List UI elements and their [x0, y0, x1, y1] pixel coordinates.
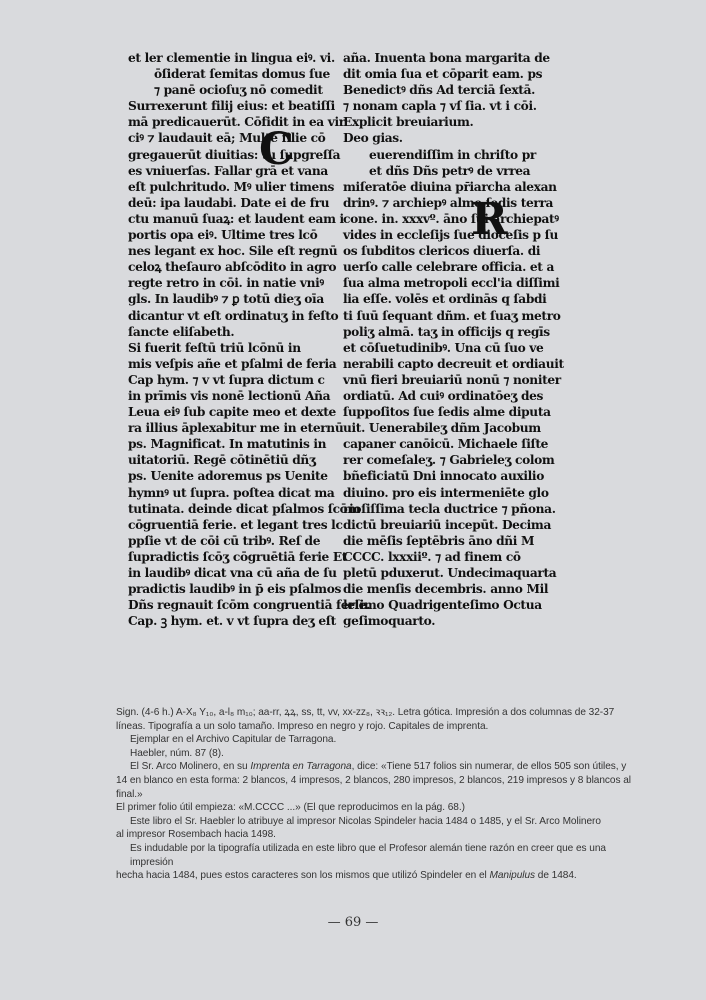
- facsimile-line: Leua eiꝰ ſub capite meo et dexte: [128, 405, 336, 420]
- book-title-imprenta: Imprenta en Tarragona: [250, 761, 352, 773]
- facsimile-line: ti ſuū ſequant dñm. et ſuaʒ metro: [343, 308, 561, 323]
- initial-capital-left: C: [259, 124, 295, 175]
- facsimile-line: mis veſpis añe et pſalmi de feria: [128, 356, 337, 371]
- facsimile-line: gls. In laudibꝰ ⁊ ꝑ totū dieʒ oīa: [128, 292, 324, 307]
- facsimile-line: Surrexerunt filij eius: et beatiſſi: [128, 99, 335, 114]
- facsimile-line: nerabili capto decreuit et ordiauit: [343, 356, 564, 371]
- book-title-manipulus: Manipulus: [489, 870, 536, 882]
- facsimile-line: dictū breuiariū incepūt. Decima: [343, 517, 552, 532]
- facsimile-line: portis opa eiꝰ. Ultime tres lcō: [128, 228, 318, 243]
- facsimile-line: bñeficiatū Dni innocato auxilio: [343, 469, 544, 484]
- facsimile-line: poliʒ almā. taʒ in officijs q regīs: [343, 324, 550, 339]
- initial-capital-right: R: [471, 194, 508, 245]
- facsimile-line: capaner canōicū. Michaele ſiſte: [343, 437, 549, 452]
- facsimile-line: es vniuerſas. Fallar grā et vana: [128, 163, 328, 178]
- facsimile-line: ſuppoſitos ſue ſedis alme diputa: [343, 405, 551, 420]
- facsimile-line: aña. Inuenta bona margarita de: [343, 51, 550, 65]
- facsimile-line: dicantur vt eſt ordinatuʒ in feſto: [128, 308, 339, 323]
- quote-start: , dice: «Tiene 517 folios sin numerar, de ellos 505 son útiles, y: [351, 761, 627, 773]
- facsimile-line: die mēſis ſeptēbris āno dñi M: [343, 533, 535, 548]
- facsimile-line: deū: ipa laudabi. Date ei de fru: [128, 195, 330, 210]
- facsimile-line: ōſiderat ſemitas domus ſue: [154, 67, 330, 82]
- facsimile-line: cōgruentiā ferie. et legant tres lc: [128, 517, 343, 532]
- facsimile-line: Benedictꝰ dñs Ad terciā ſextā.: [343, 83, 536, 98]
- facsimile-line: geſimoquarto.: [343, 614, 436, 629]
- facsimile-line: cone. in. xxxvº. āno ſui archiepatꝰ: [343, 211, 559, 226]
- facsimile-line: ciꝰ ⁊ laudauit eā; Multe filie cō: [128, 131, 326, 146]
- haebler-reference: Haebler, núm. 87 (8).: [130, 747, 224, 759]
- facsimile-line: hymnꝰ ut ſupra. poſtea dicat ma: [128, 485, 335, 500]
- page-number: — 69 —: [327, 915, 379, 930]
- facsimile-line: ſua alma metropoli eccl'ia diſſimi: [343, 276, 560, 291]
- facsimile-line: vnū fieri breuiariū nonū ⁊ noniter: [343, 372, 561, 387]
- facsimile-line: Deo gias.: [343, 131, 403, 146]
- facsimile-line: in laudibꝰ dicat vna cū aña de ſu: [128, 566, 337, 580]
- facsimile-page: [128, 50, 564, 640]
- conclusion-line: Es indudable por la tipografía utilizada en este libro que el Profesor alemán tiene razón en creer que es una impresión: [130, 842, 606, 868]
- bibliographic-description: [116, 706, 648, 883]
- typography-line: líneas. Tipografía a un solo tamaño. Impreso en negro y rojo. Capitales de imprenta.: [116, 720, 489, 732]
- facsimile-line: Cap hym. ⁊ v vt ſupra dictum c: [128, 372, 325, 387]
- first-folio-line: El primer folio útil empieza: «M.CCCC ...» (El que reproducimos en la pág. 68.): [116, 802, 465, 814]
- facsimile-line: ps. Uenite adoremus ps Uenite: [128, 469, 328, 484]
- facsimile-line: eſt pulchritudo. Mꝰ ulier timens: [128, 179, 334, 194]
- quote-intro: El Sr. Arco Molinero, en su: [130, 761, 251, 773]
- facsimile-line: ctu manuū ſuaꝝ: et laudent eam i: [128, 211, 344, 226]
- facsimile-line: pradictis laudibꝰ in p̄ eis pſalmos: [128, 582, 341, 597]
- facsimile-line: in prīmis vis nonē lectionū Aña: [128, 388, 331, 403]
- right-text-column: [343, 50, 564, 640]
- facsimile-line: Cap. ꝫ hym. et. v vt ſupra deʒ eſt: [128, 614, 336, 629]
- facsimile-line: os ſubditos clericos diuerſa. di: [343, 244, 541, 259]
- folio-breakdown: 14 en blanco en esta forma: 2 blancos, 4 impresos, 2 blancos, 280 impresos, 2 blancos, 219 impresos y 8 blancos al final.»: [116, 774, 631, 800]
- facsimile-line: drinꝰ. ⁊ archiepꝰ alme ſedis terra: [343, 195, 554, 210]
- facsimile-line: ſancte eliſabeth.: [128, 324, 235, 339]
- facsimile-line: lia eſſe. volēs et ordinās q ſabdi: [343, 292, 547, 307]
- facsimile-line: Dñs regnauit ſcōm congruentiā ferie.: [128, 598, 370, 613]
- facsimile-line: vides in eccleſijs ſue dioceſis p ſu: [343, 228, 558, 243]
- arco-molinero-quote: [116, 760, 648, 774]
- conclusion-line-2: [116, 869, 648, 883]
- facsimile-line: uitatoriū. Regē cōtinētiū dñʒ: [128, 453, 316, 468]
- left-text-column: [128, 50, 370, 640]
- facsimile-line: rioſiſſima tecla ductrice ⁊ pñona.: [343, 501, 556, 516]
- attribution-line: Este libro el Sr. Haebler lo atribuye al impresor Nicolas Spindeler hacia 1484 o 1485, y el Sr. Arco Molinero: [130, 815, 601, 827]
- facsimile-line: diuino. pro eis intermeniēte glo: [343, 485, 549, 500]
- facsimile-line: regte retro in cōi. in natie vniꝰ: [128, 276, 324, 291]
- facsimile-line: miſeratōe diuina pr̄iarcha alexan: [343, 179, 557, 194]
- facsimile-line: ⁊ panē ocioſuʒ nō comedit: [154, 83, 323, 98]
- facsimile-line: gregauerūt diuitias: tu ſupgreſſa: [128, 147, 341, 162]
- facsimile-line: CCCC. lxxxiiº. ⁊ ad finem cō: [343, 549, 521, 564]
- facsimile-line: tutinata. deinde dicat pſalmos ſcōm: [128, 501, 361, 516]
- facsimile-line: ra illius āplexabitur me in eternū: [128, 421, 344, 436]
- facsimile-line: leſimo Quadrigenteſimo Octua: [343, 598, 542, 613]
- facsimile-line: ⁊ nonam capla ⁊ vſ ſia. vt i cōi.: [343, 99, 537, 114]
- facsimile-line: uit. Uenerabileʒ dñm Jacobum: [343, 421, 541, 436]
- conclusion-end: de 1484.: [535, 870, 577, 882]
- attribution-line-2: al impresor Rosembach hacia 1498.: [116, 829, 276, 841]
- facsimile-line: et ler clementie in lingua eiꝰ. vi.: [128, 51, 335, 65]
- facsimile-line: ps. Magnificat. In matutinis in: [128, 437, 327, 452]
- facsimile-line: euerendiſſim in chriſto pr: [369, 147, 536, 162]
- signature-line: Sign. (4-6 h.) A-X₈ Y₁₀, a-l₈ m₁₀; aa-rr, ꝝꝝ, ss, tt, vv, xx-zz₈, ꝛꝛ₁₂. Letra gótica. Impresión a dos columnas de 32-37: [116, 707, 615, 718]
- facsimile-line: celoꝝ theſauro abſcōdito in agro: [128, 260, 337, 275]
- facsimile-line: ſupradictis ſcōʒ cōgruētiā ferie Et: [128, 549, 348, 564]
- facsimile-line: dit omia ſua et cōparit eam. ps: [343, 67, 543, 82]
- facsimile-line: Explicit breuiarium.: [343, 115, 474, 130]
- facsimile-line: et cōſuetudinibꝰ. Una cū ſuo ve: [343, 340, 544, 355]
- conclusion-text: hecha hacia 1484, pues estos caracteres son los mismos que utilizó Spindeler en el: [116, 870, 490, 882]
- facsimile-line: ppſie vt de cōi cū tribꝰ. Reſ de: [128, 533, 321, 548]
- facsimile-line: nes legant ex hoc. Sile eſt regnū: [128, 244, 338, 259]
- facsimile-line: die menſis decembris. anno Mil: [343, 582, 549, 597]
- facsimile-line: rer comeſaleʒ. ⁊ Gabrieleʒ colom: [343, 453, 555, 468]
- facsimile-line: mā predicauerūt. Cōfidit in ea vir: [128, 115, 345, 130]
- facsimile-line: Si fuerit feſtū triū lcōnū in: [128, 340, 301, 355]
- facsimile-line: et dñs Dñs petrꝰ de vrrea: [369, 163, 531, 178]
- facsimile-line: ordiatū. Ad cuiꝰ ordinatōeʒ des: [343, 388, 544, 403]
- facsimile-line: pletū pduxerut. Undecimaquarta: [343, 566, 557, 580]
- facsimile-line: uerſo calle celebrare officia. et a: [343, 260, 554, 275]
- copy-location-line: Ejemplar en el Archivo Capitular de Tarragona.: [130, 734, 337, 746]
